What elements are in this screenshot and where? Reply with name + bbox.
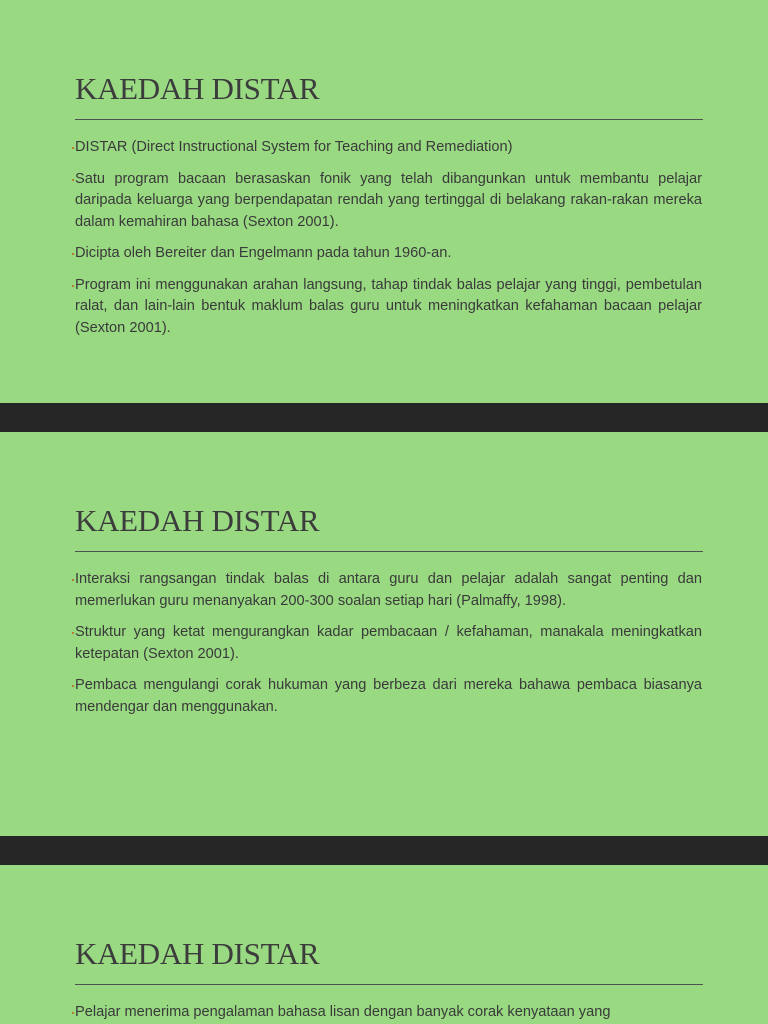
slide-2 [0, 432, 768, 836]
slide-title: KAEDAH DISTAR [75, 503, 320, 538]
bullet-item: Pembaca mengulangi corak hukuman yang berbeza dari mereka bahawa pembaca biasanya mendengar dan menggunakan. [75, 675, 702, 718]
bullet-list [75, 1002, 702, 1024]
bullet-item: Program ini menggunakan arahan langsung, tahap tindak balas pelajar yang tinggi, pembetulan ralat, dan lain-lain bentuk maklum balas guru untuk meningkatkan kefahaman bacaan pelajar (Sexton 2001). [75, 275, 702, 340]
bullet-item: Interaksi rangsangan tindak balas di antara guru dan pelajar adalah sangat penting dan memerlukan guru menanyakan 200-300 soalan setiap hari (Palmaffy, 1998). [75, 569, 702, 612]
bullet-item: Struktur yang ketat mengurangkan kadar pembacaan / kefahaman, manakala meningkatkan ketepatan (Sexton 2001). [75, 622, 702, 665]
bullet-item: Satu program bacaan berasaskan fonik yang telah dibangunkan untuk membantu pelajar daripada keluarga yang berpendapatan rendah yang tertinggal di belakang rakan-rakan mereka dalam kemahiran bahasa (Sexton 2001). [75, 169, 702, 234]
slide-title: KAEDAH DISTAR [75, 936, 320, 971]
bullet-item: DISTAR (Direct Instructional System for Teaching and Remediation) [75, 137, 702, 159]
title-divider [75, 551, 703, 552]
title-divider [75, 119, 703, 120]
bullet-list [75, 137, 702, 349]
bullet-item: Pelajar menerima pengalaman bahasa lisan dengan banyak corak kenyataan yang [75, 1002, 702, 1024]
bullet-list [75, 569, 702, 728]
slide-1 [0, 0, 768, 403]
slide-title: KAEDAH DISTAR [75, 71, 320, 106]
slide-3 [0, 865, 768, 1024]
bullet-item: Dicipta oleh Bereiter dan Engelmann pada tahun 1960-an. [75, 243, 702, 265]
title-divider [75, 984, 703, 985]
